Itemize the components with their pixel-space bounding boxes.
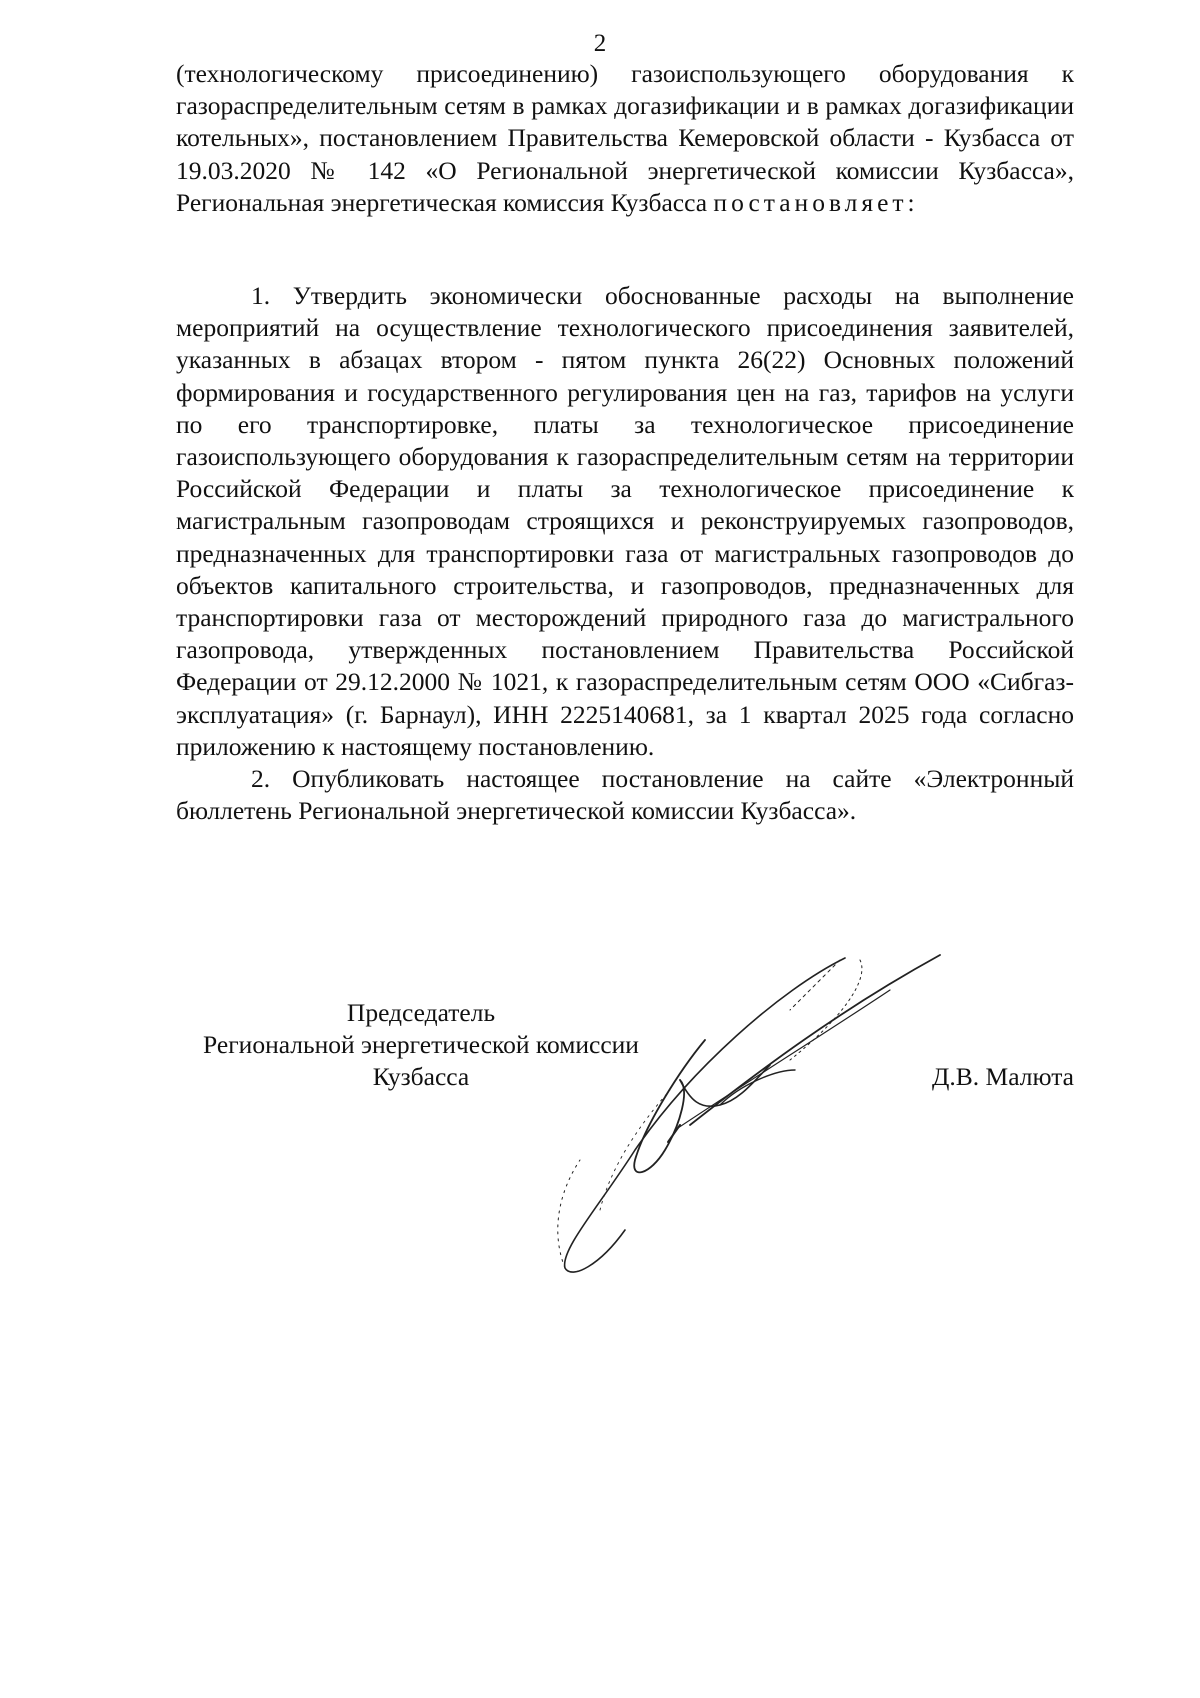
signatory-title-line-2: Региональной энергетической комиссии — [203, 1030, 639, 1060]
resolution-keyword: постановляет: — [713, 187, 919, 217]
resolution-item-1: 1. Утвердить экономически обоснованные расходы на выполнение мероприятий на осуществление технологического присоединения заявителей, указанных в абзацах втором - пятом пункта 26(22) Основных положений формирования и государственного регулирования цен на газ, тарифов на услуги по его транспортировке, платы за технологическое присоединение газоиспользующего оборудования к газораспределительным сетям на территории Российской Федерации и платы за технологическое присоединение к магистральным газопроводам строящихся и реконструируемых газопроводов, предназначенных для транспортировки газа от магистральных газопроводов до объектов капитального строительства, и газопроводов, предназначенных для транспортировки газа от месторождений природного газа до магистрального газопровода, утвержденных постановлением Правительства Российской Федерации от 29.12.2000 № 1021, к газораспределительным сетям ООО «Сибгаз-эксплуатация» (г. Барнаул), ИНН 2225140681, за 1 квартал 2025 года согласно приложению к настоящему постановлению. — [176, 281, 1074, 761]
signatory-title-line-1: Председатель — [346, 998, 496, 1027]
signatory-title-line-3: Кузбасса — [372, 1062, 470, 1092]
signatory-name: Д.В. Малюта — [932, 1062, 1074, 1091]
intro-text: (технологическому присоединению) газоиспользующего оборудования к газораспределительным сетям в рамках догазификации и в рамках догазификации котельных», постановлением Правительства Кемеровской области - Кузбасса от 19.03.2020 № 142 «О Региональной энергетической комиссии Кузбасса», Региональная энергетическая комиссия Кузбасса — [176, 59, 1074, 217]
page-number: 2 — [593, 30, 607, 57]
handwritten-signature — [540, 930, 980, 1290]
resolution-item-2: 2. Опубликовать настоящее постановление на сайте «Электронный бюллетень Региональной энергетической комиссии Кузбасса». — [176, 764, 1074, 826]
resolution-items — [176, 280, 1074, 827]
intro-paragraph — [176, 58, 1074, 219]
